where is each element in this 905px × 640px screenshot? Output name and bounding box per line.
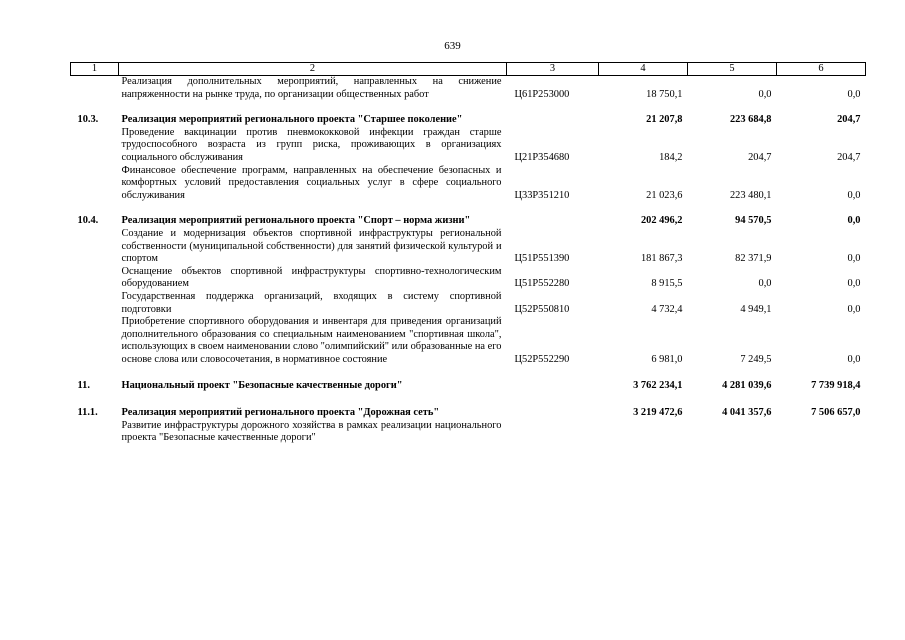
- row-number: [71, 316, 119, 366]
- row-value-5: 82 371,9: [735, 253, 772, 265]
- row-value-4: 3 219 472,6: [633, 407, 683, 419]
- row-name: Проведение вакцинации против пневмококковой инфекции граждан старше трудоспособного возраста из групп риска, проживающих в организациях социального обслуживания: [121, 126, 502, 163]
- row-value-5: 204,7: [748, 151, 772, 163]
- column-header: 4: [599, 63, 688, 76]
- row-name: Создание и модернизация объектов спортивной инфраструктуры региональной собственности (муниципальной собственности) для занятий физической культурой и спортом: [121, 227, 502, 265]
- row-value-4: 181 867,3: [640, 253, 683, 265]
- row-value-5: 223 684,8: [729, 114, 772, 126]
- row-number: [71, 127, 119, 165]
- row-number: 11.: [77, 380, 90, 392]
- row-value-6: [777, 420, 866, 445]
- row-number: [71, 76, 119, 102]
- table-row: [71, 291, 866, 316]
- column-header: 6: [777, 63, 866, 76]
- table-row: [71, 76, 866, 102]
- row-value-5: 4 041 357,6: [722, 407, 772, 419]
- row-value-6: 0,0: [847, 278, 861, 290]
- row-number: 11.1.: [77, 407, 98, 419]
- row-number: 10.3.: [77, 114, 99, 126]
- row-name: Реализация мероприятий регионального проекта "Старшее поколение": [121, 114, 463, 126]
- row-value-4: 21 207,8: [646, 114, 683, 126]
- row-value-5: 94 570,5: [735, 215, 772, 227]
- row-code: [507, 420, 599, 445]
- row-value-4: 184,2: [659, 151, 683, 163]
- row-value-5: 0,0: [758, 278, 772, 290]
- row-value-6: 0,0: [847, 88, 861, 100]
- row-name: Реализация дополнительных мероприятий, направленных на снижение напряженности на рынке труда, по организации общественных работ: [121, 76, 502, 100]
- row-value-5: 0,0: [758, 88, 772, 100]
- table-row: [71, 380, 866, 393]
- row-code: Ц52Р550810: [514, 303, 570, 315]
- page-number: 639: [444, 40, 461, 52]
- row-code: [507, 407, 599, 420]
- row-code: [507, 114, 599, 127]
- row-number: [71, 228, 119, 266]
- row-name: Развитие инфраструктуры дорожного хозяйства в рамках реализации национального проекта "Безопасные качественные дороги": [121, 419, 502, 444]
- table-row: [71, 407, 866, 420]
- table-row: [71, 127, 866, 165]
- row-number: 10.4.: [77, 215, 99, 227]
- row-value-6: 0,0: [847, 353, 861, 365]
- row-value-5: 223 480,1: [729, 189, 772, 201]
- row-value-4: 21 023,6: [646, 189, 683, 201]
- column-header: 3: [507, 63, 599, 76]
- row-value-6: 7 739 918,4: [811, 380, 861, 392]
- table-row: [71, 266, 866, 291]
- row-value-6: 0,0: [847, 189, 861, 201]
- table-row: [71, 228, 866, 266]
- table-row: [71, 114, 866, 127]
- row-value-5: 4 281 039,6: [722, 380, 772, 392]
- row-value-5: [688, 420, 777, 445]
- row-value-5: 7 249,5: [740, 353, 772, 365]
- row-number: [71, 291, 119, 316]
- row-code: [507, 380, 599, 393]
- row-code: Ц52Р552290: [514, 353, 570, 365]
- row-code: Ц51Р551390: [514, 253, 570, 265]
- table-row: [71, 316, 866, 366]
- row-value-6: 0,0: [847, 303, 861, 315]
- row-value-4: 6 981,0: [651, 353, 683, 365]
- row-value-6: 7 506 657,0: [811, 407, 861, 419]
- row-name: Финансовое обеспечение программ, направленных на обеспечение безопасных и комфортных условий предоставления социальных услуг в сфере социального обслуживания: [121, 164, 502, 201]
- row-number: [71, 266, 119, 291]
- table-row: [71, 165, 866, 203]
- row-value-4: 4 732,4: [651, 303, 683, 315]
- table-row: [71, 215, 866, 228]
- row-code: Ц33Р351210: [514, 189, 570, 201]
- row-value-6: 204,7: [837, 114, 861, 126]
- row-value-4: 3 762 234,1: [633, 380, 683, 392]
- row-value-5: 4 949,1: [740, 303, 772, 315]
- column-header: 5: [688, 63, 777, 76]
- row-code: Ц61Р253000: [514, 88, 570, 100]
- row-value-4: 8 915,5: [651, 278, 683, 290]
- row-value-6: 0,0: [847, 215, 861, 227]
- column-header: 2: [119, 63, 507, 76]
- row-value-4: [599, 420, 688, 445]
- row-name: Государственная поддержка организаций, входящих в систему спортивной подготовки: [121, 290, 502, 315]
- table-row: [71, 420, 866, 445]
- row-code: [507, 215, 599, 228]
- row-name: Реализация мероприятий регионального проекта "Спорт – норма жизни": [121, 215, 471, 227]
- row-value-6: 0,0: [847, 253, 861, 265]
- column-header-row: [71, 63, 866, 76]
- row-code: Ц21Р354680: [514, 151, 570, 163]
- row-value-4: 202 496,2: [640, 215, 683, 227]
- row-number: [71, 420, 119, 445]
- row-number: [71, 165, 119, 203]
- row-name: Реализация мероприятий регионального проекта "Дорожная сеть": [121, 407, 440, 419]
- row-name: Оснащение объектов спортивной инфраструктуры спортивно-технологическим оборудованием: [121, 265, 502, 290]
- row-name: Национальный проект "Безопасные качественные дороги": [121, 380, 403, 392]
- row-name: Приобретение спортивного оборудования и инвентаря для приведения организаций дополнительного образования со специальным наименованием "спортивная школа", использующих в своем наименовании слово "олимпийский" или образованные на его основе слова или словосочетания, в нормативное состояние: [121, 316, 502, 365]
- column-header: 1: [71, 63, 119, 76]
- row-value-6: 204,7: [837, 151, 861, 163]
- row-code: Ц51Р552280: [514, 278, 570, 290]
- budget-table: [70, 62, 866, 445]
- row-value-4: 18 750,1: [646, 88, 683, 100]
